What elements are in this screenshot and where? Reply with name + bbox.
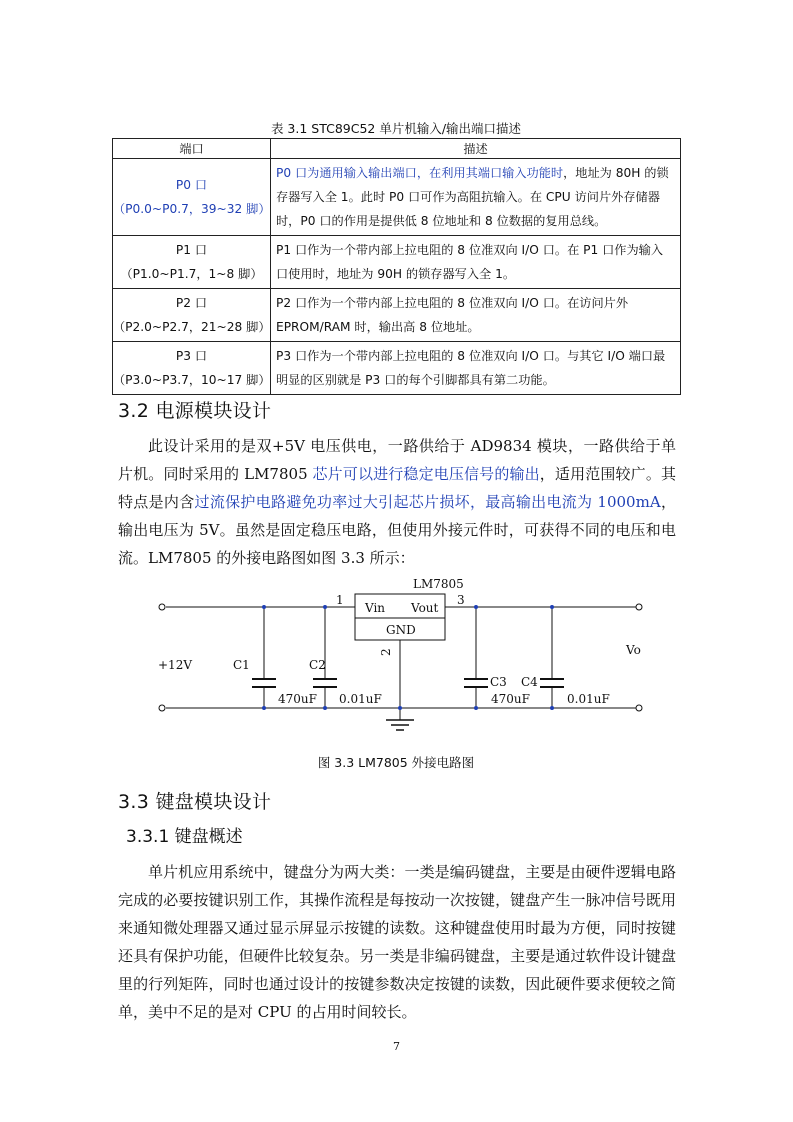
power-text: ，输出电压为 5V。虽然是固定稳压电路，但使用外接元件时，可获得不同的电压和电流。LM7805 的外接电路图如图 3.3 所示： xyxy=(118,493,676,567)
output-voltage-label: Vo xyxy=(626,643,641,657)
description-cell xyxy=(271,159,681,236)
chip-name-label: LM7805 xyxy=(413,577,464,591)
port-cell xyxy=(113,289,271,342)
c2-label: C2 xyxy=(309,658,326,672)
port-name: P1 口 xyxy=(175,243,208,257)
port-range: （P0.0~P0.7，39~32 脚） xyxy=(113,202,271,216)
table-row xyxy=(113,289,681,342)
c3-label: C3 xyxy=(490,675,507,689)
table-header-row xyxy=(113,139,681,159)
power-paragraph xyxy=(118,432,676,572)
pin3-label: 3 xyxy=(457,593,465,607)
port-name: P0 口 xyxy=(175,178,208,192)
power-text: ，适用范围较广。其特点是内含 xyxy=(118,465,676,511)
pin1-label: 1 xyxy=(336,593,344,607)
table-header-port: 端口 xyxy=(113,139,271,159)
output-terminal-bottom xyxy=(636,705,642,711)
port-cell xyxy=(113,236,271,289)
description-text: ，地址为 80H 的锁存器写入全 1。此时 P0 口可作为高阻抗输入。在 CPU 访问片外存储器时，P0 口的作用是提供低 8 位地址和 8 位数据的复用总线。 xyxy=(276,166,669,228)
c3-value: 470uF xyxy=(491,692,530,706)
vin-label: Vin xyxy=(365,601,386,615)
port-description-table xyxy=(112,138,681,395)
vout-label: Vout xyxy=(411,601,439,615)
subsection-heading-keyboard-overview: 3.3.1 键盘概述 xyxy=(126,827,243,847)
c1-label: C1 xyxy=(233,658,250,672)
description-cell: P3 口作为一个带内部上拉电阻的 8 位准双向 I/O 口。与其它 I/O 端口最明显的区别就是 P3 口的每个引脚都具有第二功能。 xyxy=(271,342,681,395)
page-number: 7 xyxy=(393,1040,400,1053)
power-highlight: 过流保护电路避免功率过大引起芯片损坏，最高输出电流为 1000mA xyxy=(194,493,661,511)
input-terminal-bottom xyxy=(159,705,165,711)
gnd-label: GND xyxy=(386,623,416,637)
input-terminal-top xyxy=(159,604,165,610)
port-range: （P3.0~P3.7，10~17 脚） xyxy=(113,373,271,387)
c2-value: 0.01uF xyxy=(339,692,382,706)
section-heading-keyboard: 3.3 键盘模块设计 xyxy=(118,791,272,813)
description-highlight: P0 口为通用输入输出端口，在利用其端口输入功能时 xyxy=(276,166,564,180)
port-name: P2 口 xyxy=(175,296,208,310)
table-caption: 表 3.1 STC89C52 单片机输入/输出端口描述 xyxy=(270,121,522,136)
port-range: （P2.0~P2.7，21~28 脚） xyxy=(113,320,271,334)
port-cell xyxy=(113,159,271,236)
description-cell: P1 口作为一个带内部上拉电阻的 8 位准双向 I/O 口。在 P1 口作为输入口使用时，地址为 90H 的锁存器写入全 1。 xyxy=(271,236,681,289)
port-cell xyxy=(113,342,271,395)
input-voltage-label: +12V xyxy=(158,658,192,672)
section-heading-power: 3.2 电源模块设计 xyxy=(118,400,272,422)
power-highlight: 芯片可以进行稳定电压信号的输出 xyxy=(312,465,540,483)
lm7805-circuit-diagram xyxy=(0,570,793,750)
table-row xyxy=(113,159,681,236)
power-text: 此设计采用的是双+5V 电压供电，一路供给于 AD9834 模块，一路供给于单片机。同时采用的 LM7805 xyxy=(118,437,676,483)
c1-value: 470uF xyxy=(278,692,317,706)
c4-label: C4 xyxy=(521,675,538,689)
description-cell: P2 口作为一个带内部上拉电阻的 8 位准双向 I/O 口。在访问片外 EPROM/RAM 时，输出高 8 位地址。 xyxy=(271,289,681,342)
output-terminal-top xyxy=(636,604,642,610)
c4-value: 0.01uF xyxy=(567,692,610,706)
port-range: （P1.0~P1.7，1~8 脚） xyxy=(120,267,263,281)
figure-caption: 图 3.3 LM7805 外接电路图 xyxy=(317,755,475,770)
table-header-description: 描述 xyxy=(271,139,681,159)
keyboard-paragraph: 单片机应用系统中，键盘分为两大类：一类是编码键盘，主要是由硬件逻辑电路完成的必要按键识别工作，其操作流程是每按动一次按键，键盘产生一脉冲信号既用来通知微处理器又通过显示屏显示按键的读数。这种键盘使用时最为方便，同时按键还具有保护功能，但硬件比较复杂。另一类是非编码键盘，主要是通过软件设计键盘里的行列矩阵，同时也通过设计的按键参数决定按键的读数，因此硬件要求便较之简单，美中不足的是对 CPU 的占用时间较长。 xyxy=(118,863,676,1021)
table-row xyxy=(113,236,681,289)
port-name: P3 口 xyxy=(175,349,208,363)
table-row xyxy=(113,342,681,395)
pin2-label: 2 xyxy=(379,648,393,656)
